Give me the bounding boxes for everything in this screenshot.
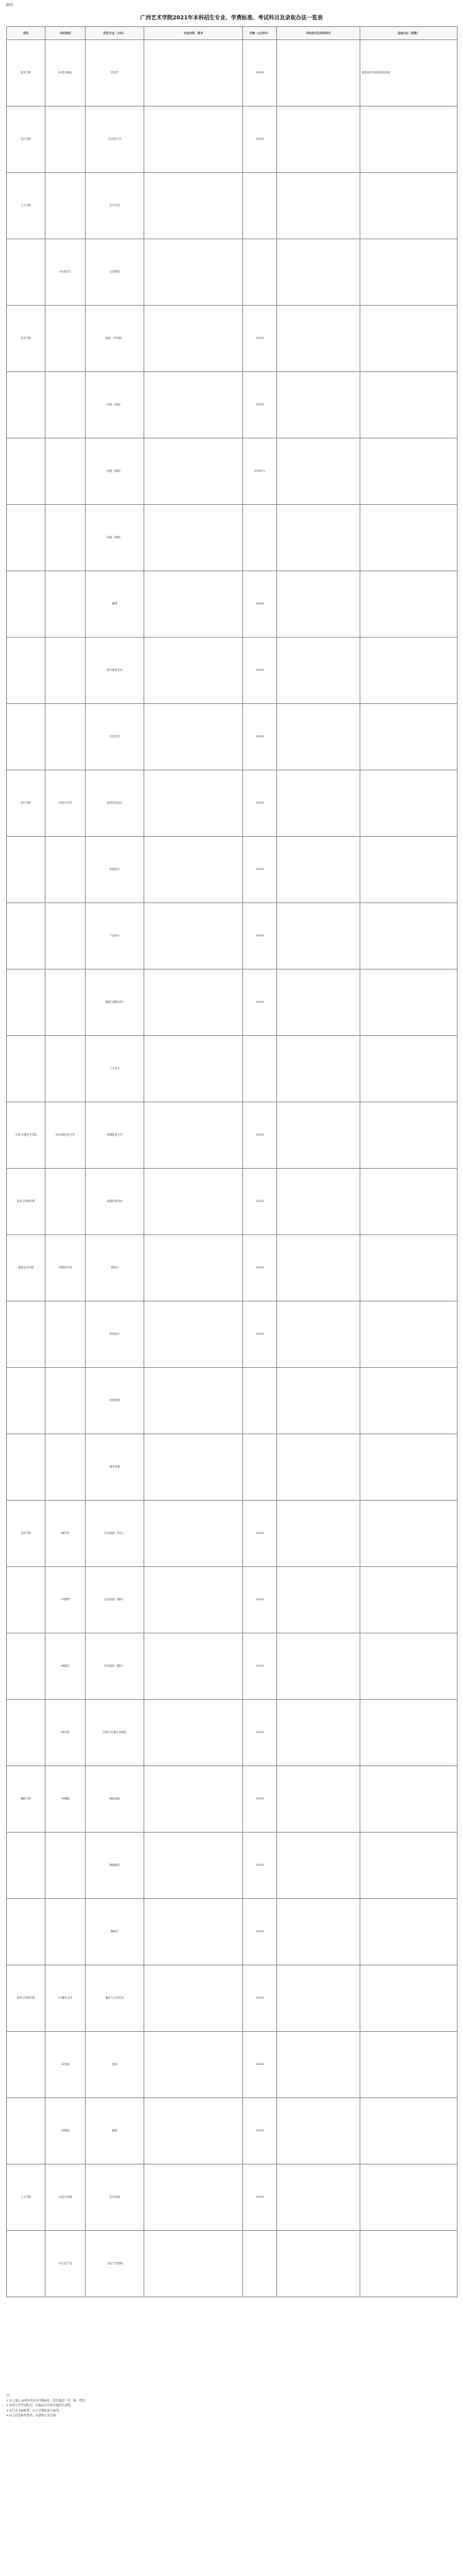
cell-admission-method: [360, 1102, 458, 1169]
cell-college: [7, 2098, 46, 2165]
cell-requirements: [144, 1501, 243, 1567]
cell-major: 摄影: [86, 2098, 144, 2165]
cell-requirements: [144, 571, 243, 638]
table-row: [7, 903, 458, 970]
note-line: 2.各类专业考试科目、录取办法详见学校招生章程。: [6, 2403, 74, 2408]
cell-admission-method: [360, 1633, 458, 1700]
notes-section: [6, 2393, 457, 2419]
cell-exam-form: [277, 1434, 360, 1501]
cell-tuition: 12000: [243, 837, 277, 903]
cell-admission-method: [360, 107, 458, 173]
cell-major: 作曲与作曲技术理论: [86, 1700, 144, 1766]
cell-requirements: [144, 438, 243, 505]
cell-tuition: [243, 2231, 277, 2297]
cell-exam-form: [277, 1036, 360, 1102]
cell-exam-form: [277, 837, 360, 903]
cell-major: 舞蹈学: [86, 1899, 144, 1965]
cell-tuition: [243, 1368, 277, 1434]
cell-admission-method: [360, 1169, 458, 1235]
note-line: 1.以上第1-18类本科专业学制4年，招生地区广西、统一考试；: [6, 2398, 88, 2402]
cell-exam-category: [46, 1302, 86, 1368]
table-row: [7, 1633, 458, 1700]
cell-tuition: 12000: [243, 1302, 277, 1368]
cell-admission-method: [360, 306, 458, 372]
cell-college: [7, 837, 46, 903]
cell-admission-method: [360, 1766, 458, 1833]
cell-admission-method: [360, 2098, 458, 2165]
cell-college: [7, 903, 46, 970]
table-row: [7, 1169, 458, 1235]
table-row: [7, 2098, 458, 2165]
admissions-table-container: [6, 26, 457, 2297]
cell-admission-method: [360, 571, 458, 638]
cell-college: [7, 1434, 46, 1501]
table-row: [7, 1700, 458, 1766]
cell-exam-category: [46, 1434, 86, 1501]
cell-admission-method: [360, 903, 458, 970]
cell-tuition: 12000: [243, 1899, 277, 1965]
cell-requirements: [144, 1169, 243, 1235]
cell-admission-method: [360, 1368, 458, 1434]
cell-requirements: [144, 1700, 243, 1766]
cell-exam-category: [46, 1368, 86, 1434]
header-college: 学院: [7, 27, 46, 40]
table-row: [7, 372, 458, 438]
cell-tuition: 12000: [243, 1965, 277, 2032]
cell-tuition: 12000: [243, 1169, 277, 1235]
cell-admission-method: [360, 1567, 458, 1633]
cell-requirements: [144, 638, 243, 704]
cell-admission-method: 按投省美术统考成绩录取: [360, 40, 458, 107]
table-row: [7, 1235, 458, 1302]
table-row: [7, 40, 458, 107]
cell-admission-method: [360, 770, 458, 837]
cell-major: 视觉传达设计: [86, 770, 144, 837]
cell-major: 美术学: [86, 40, 144, 107]
cell-major: 戏剧影视导演: [86, 1169, 144, 1235]
cell-requirements: [144, 2032, 243, 2098]
cell-college: 美术学院: [7, 40, 46, 107]
cell-major: 城乡规划: [86, 1434, 144, 1501]
cell-tuition: [243, 1434, 277, 1501]
cell-exam-form: [277, 1235, 360, 1302]
cell-exam-category: 12表演: [46, 2032, 86, 2098]
cell-requirements: [144, 2165, 243, 2231]
cell-exam-form: [277, 1501, 360, 1567]
cell-tuition: 40000元: [243, 438, 277, 505]
cell-exam-category: 09作曲: [46, 1700, 86, 1766]
cell-major: 工艺美术: [86, 1036, 144, 1102]
cell-exam-category: [46, 1833, 86, 1899]
cell-tuition: 12000: [243, 1567, 277, 1633]
cell-college: [7, 505, 46, 571]
cell-college: [7, 1368, 46, 1434]
cell-major: 环境设计: [86, 1302, 144, 1368]
note-line: 注：: [6, 2393, 12, 2397]
cell-exam-category: [46, 306, 86, 372]
cell-tuition: 12000: [243, 1700, 277, 1766]
table-header-row: [7, 27, 458, 40]
cell-admission-method: [360, 1434, 458, 1501]
cell-tuition: 12000: [243, 1833, 277, 1899]
note-line: 3.实行学分制收费，以上学费标准为参考。: [6, 2408, 62, 2412]
cell-college: [7, 1036, 46, 1102]
cell-college: 人文学院: [7, 173, 46, 239]
header-major: 招生专业（方向）: [86, 27, 144, 40]
table-row: [7, 970, 458, 1036]
cell-exam-form: [277, 306, 360, 372]
cell-requirements: [144, 505, 243, 571]
cell-exam-category: 01美术理论: [46, 40, 86, 107]
cell-requirements: [144, 372, 243, 438]
cell-major: 艺术设计学: [86, 107, 144, 173]
cell-college: 设计学院: [7, 107, 46, 173]
cell-major: 艺术管理: [86, 2165, 144, 2231]
cell-major: 风景园林: [86, 1368, 144, 1434]
cell-exam-category: 13摄影: [46, 2098, 86, 2165]
cell-major: 服装与服饰设计: [86, 970, 144, 1036]
cell-college: [7, 704, 46, 770]
cell-college: [7, 571, 46, 638]
cell-college: 美术学院: [7, 306, 46, 372]
cell-exam-category: 11播音主持: [46, 1965, 86, 2032]
cell-tuition: 12000: [243, 107, 277, 173]
cell-college: [7, 1302, 46, 1368]
cell-requirements: [144, 2098, 243, 2165]
table-row: [7, 1036, 458, 1102]
cell-tuition: 12000: [243, 2165, 277, 2231]
cell-college: 影视与传媒学院: [7, 1965, 46, 2032]
cell-requirements: [144, 1302, 243, 1368]
cell-admission-method: [360, 2231, 458, 2297]
cell-tuition: [243, 1036, 277, 1102]
admissions-table: [6, 26, 458, 2297]
cell-exam-category: [46, 107, 86, 173]
table-row: [7, 1965, 458, 2032]
cell-tuition: 12000: [243, 372, 277, 438]
table-row: [7, 704, 458, 770]
cell-tuition: 12000: [243, 1235, 277, 1302]
cell-tuition: 12000: [243, 1766, 277, 1833]
cell-major: 绘画（壁画）: [86, 505, 144, 571]
cell-requirements: [144, 306, 243, 372]
table-row: [7, 306, 458, 372]
cell-major: 表演: [86, 2032, 144, 2098]
cell-college: 舞蹈学院: [7, 1766, 46, 1833]
header-exam-form: 考试形式及考试科目: [277, 27, 360, 40]
header-tuition: 学费（元/学年）: [243, 27, 277, 40]
cell-college: 人文学院: [7, 2165, 46, 2231]
cell-tuition: 12000: [243, 1102, 277, 1169]
cell-major: 绘画（油画）: [86, 372, 144, 438]
cell-admission-method: [360, 1965, 458, 2032]
table-row: [7, 770, 458, 837]
cell-major: 雕塑: [86, 571, 144, 638]
cell-exam-category: [46, 505, 86, 571]
cell-college: [7, 239, 46, 306]
cell-exam-form: [277, 40, 360, 107]
table-row: [7, 837, 458, 903]
table-row: [7, 638, 458, 704]
cell-requirements: [144, 1965, 243, 2032]
cell-major: 文化产业管理: [86, 2231, 144, 2297]
cell-exam-form: [277, 2032, 360, 2098]
cell-requirements: [144, 1368, 243, 1434]
cell-exam-category: [46, 837, 86, 903]
cell-exam-category: [46, 704, 86, 770]
cell-requirements: [144, 1766, 243, 1833]
cell-requirements: [144, 903, 243, 970]
cell-tuition: [243, 173, 277, 239]
cell-exam-form: [277, 571, 360, 638]
cell-tuition: [243, 505, 277, 571]
cell-college: 影视与传媒学院: [7, 1169, 46, 1235]
header-exam-category: 考试类别: [46, 27, 86, 40]
cell-exam-category: 06声乐: [46, 1501, 86, 1567]
cell-exam-category: [46, 372, 86, 438]
cell-major: 音乐表演（声乐）: [86, 1501, 144, 1567]
cell-exam-form: [277, 704, 360, 770]
cell-admission-method: [360, 239, 458, 306]
cell-exam-category: 07钢琴: [46, 1567, 86, 1633]
cell-exam-form: [277, 970, 360, 1036]
cell-major: 播音与主持艺术: [86, 1965, 144, 2032]
cell-exam-category: 02美术学: [46, 239, 86, 306]
table-row: [7, 1302, 458, 1368]
table-row: [7, 1102, 458, 1169]
table-row: [7, 239, 458, 306]
cell-admission-method: [360, 438, 458, 505]
cell-requirements: [144, 173, 243, 239]
cell-tuition: 12000: [243, 306, 277, 372]
cell-requirements: [144, 239, 243, 306]
cell-tuition: 12000: [243, 40, 277, 107]
table-row: [7, 571, 458, 638]
cell-exam-form: [277, 239, 360, 306]
cell-admission-method: [360, 1501, 458, 1567]
cell-exam-category: [46, 638, 86, 704]
cell-major: 艺术教育: [86, 239, 144, 306]
cell-college: [7, 372, 46, 438]
cell-major: 环境设计: [86, 837, 144, 903]
document-title: 广西艺术学院2021年本科招生专业、学费标准、考试科目及录取办法一览表: [140, 15, 323, 21]
cell-exam-form: [277, 505, 360, 571]
cell-exam-category: [46, 438, 86, 505]
cell-exam-category: [46, 903, 86, 970]
cell-college: [7, 1633, 46, 1700]
cell-exam-form: [277, 903, 360, 970]
cell-exam-form: [277, 1700, 360, 1766]
cell-tuition: 15000: [243, 638, 277, 704]
cell-exam-category: 03设计学类: [46, 770, 86, 837]
cell-exam-form: [277, 770, 360, 837]
cell-exam-form: [277, 1965, 360, 2032]
cell-college: [7, 1833, 46, 1899]
cell-exam-category: 08器乐: [46, 1633, 86, 1700]
cell-major: 戏剧影视文学: [86, 1102, 144, 1169]
cell-requirements: [144, 1899, 243, 1965]
cell-major: 音乐表演（器乐）: [86, 1633, 144, 1700]
cell-tuition: 12000: [243, 2032, 277, 2098]
cell-college: 建筑艺术学院: [7, 1235, 46, 1302]
cell-requirements: [144, 1036, 243, 1102]
cell-requirements: [144, 1567, 243, 1633]
cell-tuition: 12000: [243, 770, 277, 837]
cell-college: [7, 1899, 46, 1965]
cell-tuition: 12000: [243, 1633, 277, 1700]
header-admission-method: 录取办法（简要）: [360, 27, 458, 40]
cell-tuition: 12000: [243, 571, 277, 638]
note-line: 4.以上信息如有变动，以最终公布为准。: [6, 2413, 59, 2418]
table-row: [7, 2032, 458, 2098]
cell-exam-form: [277, 2098, 360, 2165]
cell-college: [7, 2231, 46, 2297]
cell-tuition: 12000: [243, 2098, 277, 2165]
cell-requirements: [144, 1434, 243, 1501]
cell-exam-form: [277, 1899, 360, 1965]
cell-admission-method: [360, 173, 458, 239]
cell-major: 绘画（中国画）: [86, 306, 144, 372]
cell-college: [7, 1567, 46, 1633]
table-row: [7, 2231, 458, 2297]
cell-major: 产品设计: [86, 903, 144, 970]
cell-exam-category: 05建筑学类: [46, 1235, 86, 1302]
cell-exam-form: [277, 1169, 360, 1235]
cell-exam-form: [277, 107, 360, 173]
cell-college: [7, 2032, 46, 2098]
cell-college: 中国-东盟艺术学院: [7, 1102, 46, 1169]
cell-admission-method: [360, 372, 458, 438]
cell-major: 数字媒体艺术: [86, 638, 144, 704]
cell-requirements: [144, 107, 243, 173]
table-row: [7, 1899, 458, 1965]
table-row: [7, 505, 458, 571]
cell-tuition: [243, 239, 277, 306]
cell-admission-method: [360, 505, 458, 571]
cell-requirements: [144, 1833, 243, 1899]
attachment-label: 附件：: [6, 4, 17, 8]
table-row: [7, 1567, 458, 1633]
cell-exam-form: [277, 1102, 360, 1169]
cell-requirements: [144, 970, 243, 1036]
table-row: [7, 107, 458, 173]
cell-college: [7, 438, 46, 505]
cell-exam-category: [46, 571, 86, 638]
cell-admission-method: [360, 704, 458, 770]
table-row: [7, 438, 458, 505]
header-requirements: 专业培养、要求: [144, 27, 243, 40]
cell-requirements: [144, 1633, 243, 1700]
cell-admission-method: [360, 1833, 458, 1899]
cell-college: 设计学院: [7, 770, 46, 837]
cell-exam-category: [46, 173, 86, 239]
cell-major: 建筑学: [86, 1235, 144, 1302]
cell-tuition: 12000: [243, 903, 277, 970]
cell-requirements: [144, 1102, 243, 1169]
cell-exam-form: [277, 1633, 360, 1700]
table-row: [7, 173, 458, 239]
cell-tuition: 12000: [243, 704, 277, 770]
cell-tuition: 12000: [243, 970, 277, 1036]
cell-major: 音乐表演（钢琴）: [86, 1567, 144, 1633]
cell-exam-category: [46, 1036, 86, 1102]
cell-exam-form: [277, 1766, 360, 1833]
cell-admission-method: [360, 1899, 458, 1965]
cell-exam-category: [46, 1899, 86, 1965]
table-row: [7, 2165, 458, 2231]
cell-exam-category: [46, 970, 86, 1036]
cell-major: 艺术史论: [86, 173, 144, 239]
cell-exam-form: [277, 1567, 360, 1633]
cell-requirements: [144, 40, 243, 107]
cell-exam-form: [277, 1302, 360, 1368]
cell-admission-method: [360, 2032, 458, 2098]
cell-college: 音乐学院: [7, 1501, 46, 1567]
cell-admission-method: [360, 1235, 458, 1302]
cell-exam-form: [277, 2165, 360, 2231]
cell-exam-form: [277, 1833, 360, 1899]
cell-exam-form: [277, 638, 360, 704]
cell-exam-form: [277, 438, 360, 505]
cell-admission-method: [360, 2165, 458, 2231]
table-row: [7, 1368, 458, 1434]
table-row: [7, 1833, 458, 1899]
cell-requirements: [144, 837, 243, 903]
table-row: [7, 1501, 458, 1567]
cell-major: 实验艺术: [86, 704, 144, 770]
table-row: [7, 1434, 458, 1501]
cell-admission-method: [360, 1036, 458, 1102]
cell-requirements: [144, 770, 243, 837]
cell-exam-category: 15文化产业: [46, 2231, 86, 2297]
cell-admission-method: [360, 1700, 458, 1766]
cell-exam-category: [46, 1169, 86, 1235]
table-row: [7, 1766, 458, 1833]
cell-requirements: [144, 704, 243, 770]
cell-college: [7, 970, 46, 1036]
cell-college: [7, 638, 46, 704]
cell-admission-method: [360, 970, 458, 1036]
cell-major: 绘画（版画）: [86, 438, 144, 505]
cell-exam-form: [277, 173, 360, 239]
cell-admission-method: [360, 638, 458, 704]
cell-requirements: [144, 2231, 243, 2297]
table-body: [7, 40, 458, 2297]
cell-exam-form: [277, 2231, 360, 2297]
cell-major: 舞蹈表演: [86, 1766, 144, 1833]
cell-college: [7, 1700, 46, 1766]
cell-exam-category: 04戏剧影视文学: [46, 1102, 86, 1169]
cell-exam-category: 14艺术管理: [46, 2165, 86, 2231]
cell-requirements: [144, 1235, 243, 1302]
cell-admission-method: [360, 837, 458, 903]
cell-exam-form: [277, 372, 360, 438]
cell-major: 舞蹈编导: [86, 1833, 144, 1899]
cell-admission-method: [360, 1302, 458, 1368]
cell-exam-form: [277, 1368, 360, 1434]
cell-exam-category: 10舞蹈: [46, 1766, 86, 1833]
cell-tuition: 12000: [243, 1501, 277, 1567]
